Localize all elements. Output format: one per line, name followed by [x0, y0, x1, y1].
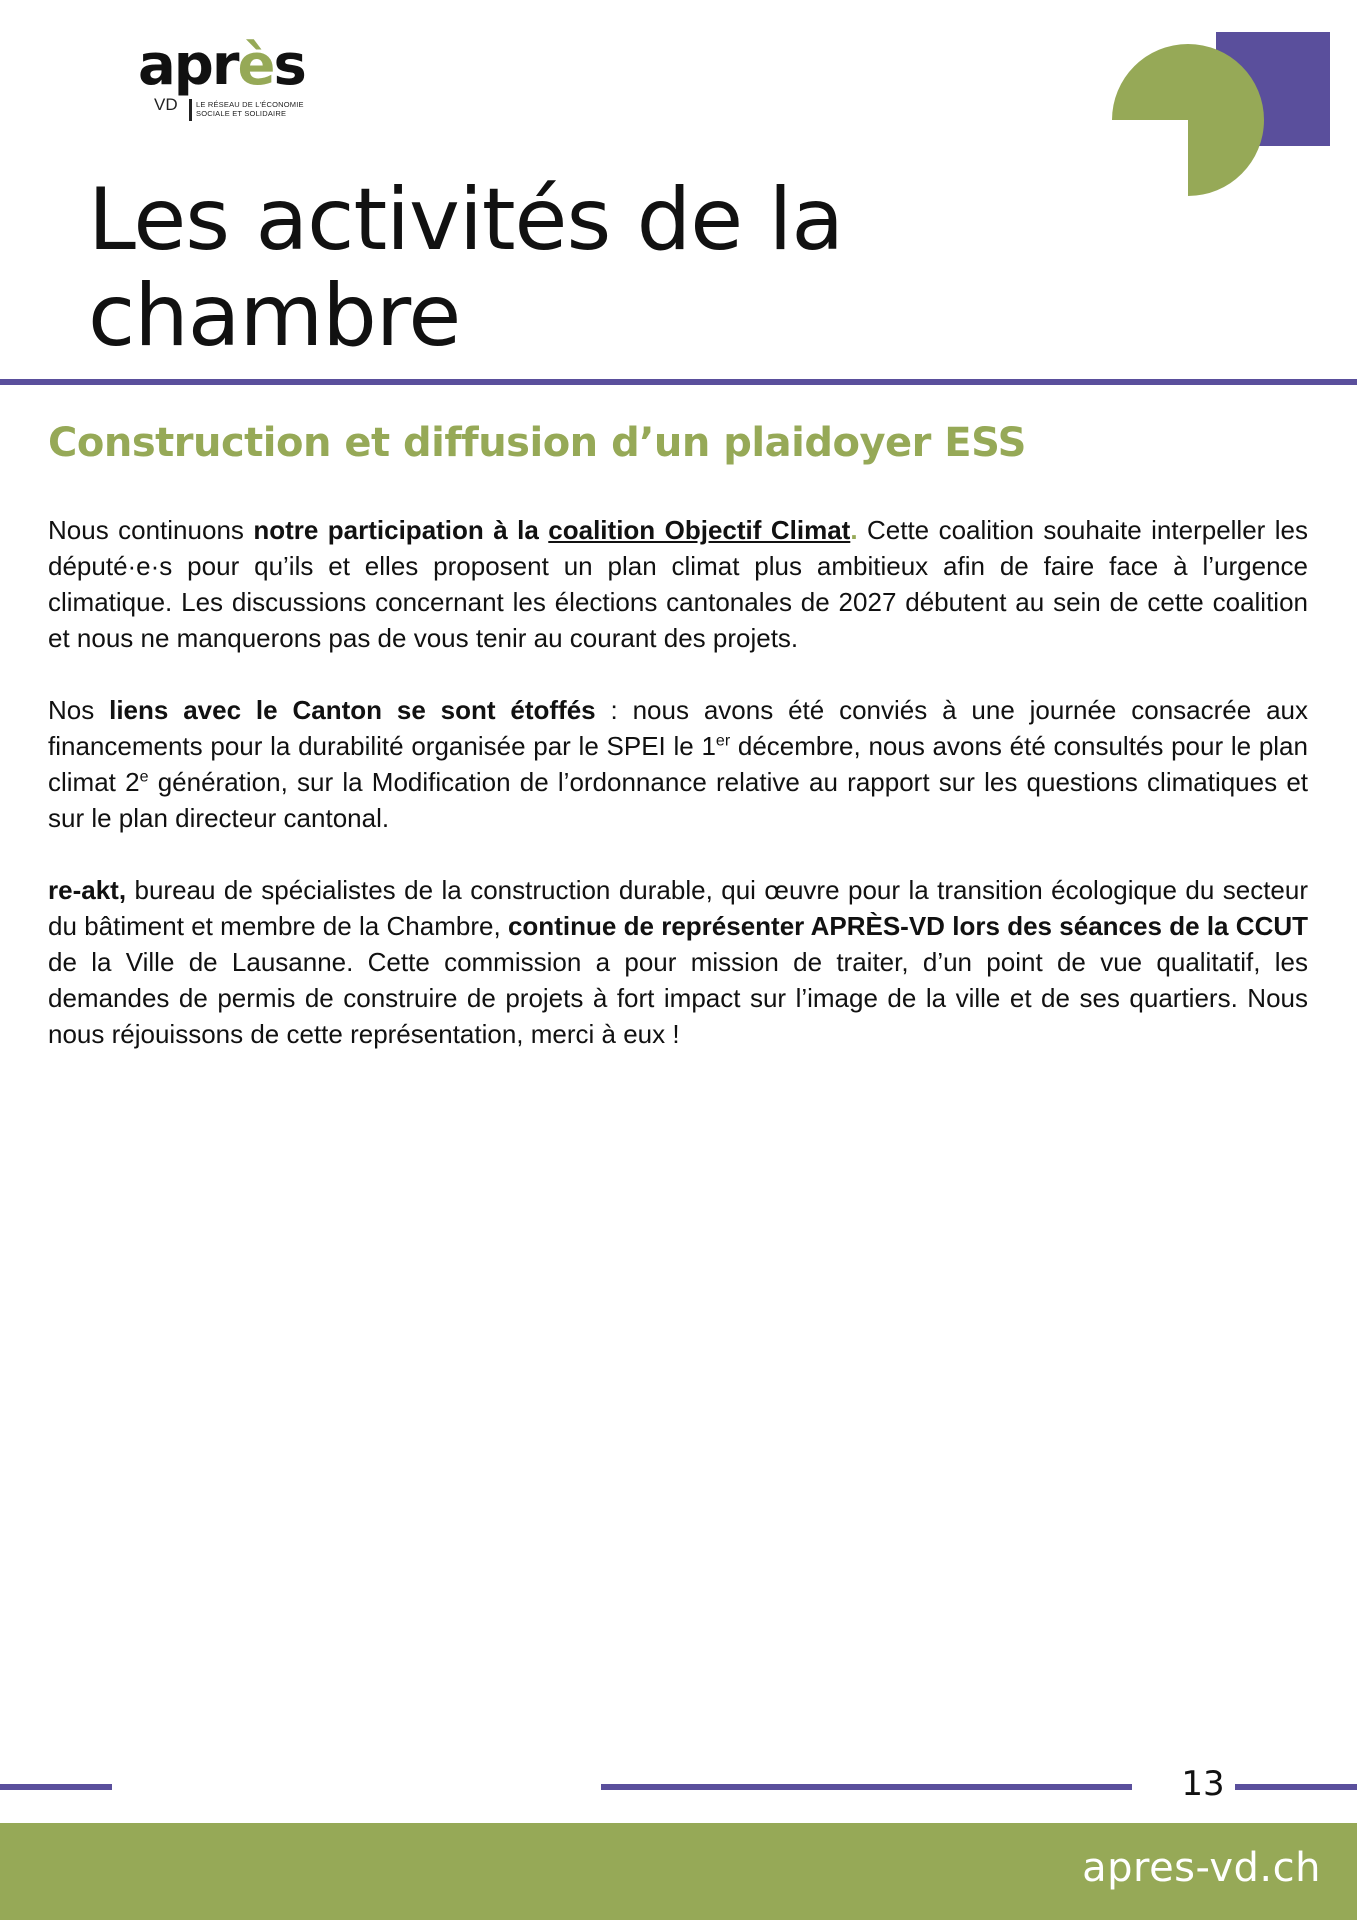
page-title-line2: chambre: [88, 266, 461, 366]
p1-bold-1: notre participation à la: [253, 515, 549, 545]
p1-dot: .: [850, 515, 858, 545]
footer-line-right: [1235, 1784, 1357, 1790]
footer-band: [0, 1823, 1357, 1920]
logo-vd: VD: [154, 95, 178, 114]
title-divider: [0, 379, 1357, 385]
logo-word-accent: è: [237, 33, 274, 98]
logo: [138, 33, 318, 124]
section-body: [48, 512, 1308, 1088]
green-quarter-circle-shape: [1112, 44, 1264, 196]
logo-divider: [189, 99, 192, 121]
section-heading: Construction et diffusion d’un plaidoyer ESS: [48, 420, 1026, 466]
p3-bold-2: continue de représenter APRÈS-VD lors des séances de la CCUT: [507, 911, 1308, 941]
p2-text-4: génération, sur la Modification de l’ordonnance relative au rapport sur les questions climatiques et sur le plan directeur cantonal.: [48, 767, 1309, 833]
p2-text-1: Nos: [48, 695, 110, 725]
coalition-objectif-climat-link[interactable]: coalition Objectif Climat: [548, 515, 851, 545]
decorative-shapes-icon: [1110, 30, 1330, 200]
p3-text-2: de la Ville de Lausanne. Cette commission a pour mission de traiter, d’un point de vue qualitatif, les demandes de permis de construire de projets à fort impact sur l’image de la ville et de ses quartiers. Nous nous réjouissons de cette représentation, merci à eux !: [48, 947, 1308, 1049]
page-title: [88, 172, 988, 364]
paragraph-coalition: [48, 512, 1308, 656]
p1-text-2: Cette coalition souhaite interpeller les député·e·s pour qu’ils et elles proposent un plan climat plus ambitieux afin de faire face à l’urgence climatique. Les discussions concernant les élections cantonales de 2027 débutent au sein de cette coalition et nous ne manquerons pas de vous tenir au courant des projets.: [48, 515, 1308, 653]
logo-wordmark: [138, 33, 305, 98]
logo-word-end: s: [273, 33, 305, 98]
p2-bold-1: liens avec le Canton se sont étoffés: [109, 695, 596, 725]
p2-text-2: : nous avons été conviés à une journée consacrée aux financements pour la durabilité organisée par le SPEI le 1: [48, 695, 1308, 761]
website-link[interactable]: apres-vd.ch: [1082, 1845, 1321, 1891]
logo-tagline: LE RÉSEAU DE L'ÉCONOMIE SOCIALE ET SOLIDAIRE: [196, 100, 304, 118]
footer-line-middle: [601, 1784, 1132, 1790]
paragraph-re-akt: [48, 872, 1308, 1052]
page-title-line1: Les activités de la: [88, 170, 844, 270]
p2-sup-1: er: [715, 732, 731, 750]
logo-word-start: apr: [138, 33, 238, 98]
p2-text-3: décembre, nous avons été consultés pour le plan climat 2: [48, 731, 1308, 797]
footer-line-left: [0, 1784, 112, 1790]
paragraph-canton: [48, 692, 1308, 836]
p1-text-1: Nous continuons: [48, 515, 254, 545]
p3-text-1: bureau de spécialistes de la construction durable, qui œuvre pour la transition écologique du secteur du bâtiment et membre de la Chambre,: [48, 875, 1308, 941]
page-number: 13: [1181, 1764, 1225, 1804]
p2-sup-2: e: [139, 768, 149, 786]
p3-bold-1: re-akt,: [48, 875, 127, 905]
